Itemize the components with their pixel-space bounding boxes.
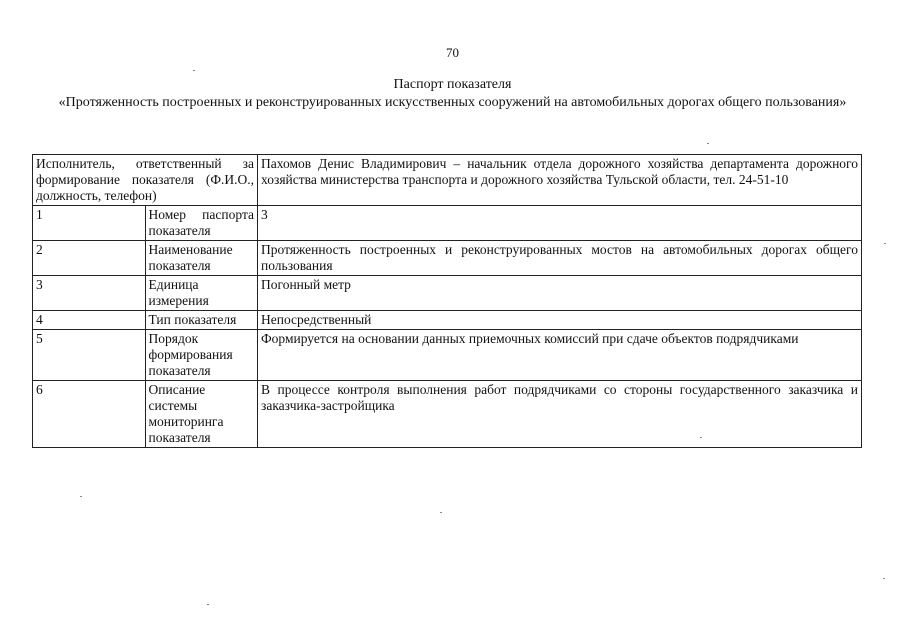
row-label: Тип показателя <box>145 311 258 330</box>
row-label: Наименование показателя <box>145 241 258 276</box>
row-number: 2 <box>33 241 146 276</box>
row-value: Непосредственный <box>258 311 862 330</box>
row-number: 4 <box>33 311 146 330</box>
document-subtitle: «Протяженность построенных и реконструированных искусственных сооружений на автомобильных дорогах общего пользования» <box>58 95 847 110</box>
row-number: 1 <box>33 206 146 241</box>
scan-speck <box>700 437 702 438</box>
row-label: Номер паспорта показателя <box>145 206 258 241</box>
scan-speck <box>207 604 209 605</box>
row-label: Порядок формирования показателя <box>145 330 258 381</box>
executor-label: Исполнитель, ответственный за формирование показателя (Ф.И.О., должность, телефон) <box>33 155 258 206</box>
table-row <box>33 206 862 241</box>
document-title-block <box>40 76 865 112</box>
row-value: В процессе контроля выполнения работ подрядчиками со стороны государственного заказчика и заказчика-застройщика <box>258 381 862 448</box>
row-label: Единица измерения <box>145 276 258 311</box>
row-value: Формируется на основании данных приемочных комиссий при сдаче объектов подрядчиками <box>258 330 862 381</box>
page-number: 70 <box>446 45 459 60</box>
scan-speck <box>440 512 442 513</box>
table-row <box>33 330 862 381</box>
executor-row <box>33 155 862 206</box>
row-number: 6 <box>33 381 146 448</box>
document-title: Паспорт показателя <box>393 77 512 92</box>
scan-speck <box>884 243 886 244</box>
row-number: 3 <box>33 276 146 311</box>
row-value: Погонный метр <box>258 276 862 311</box>
scan-speck <box>707 143 709 144</box>
indicator-passport-table <box>32 154 862 448</box>
table-row <box>33 311 862 330</box>
table-row <box>33 276 862 311</box>
row-number: 5 <box>33 330 146 381</box>
table-row <box>33 381 862 448</box>
table-row <box>33 241 862 276</box>
row-label: Описание системы мониторинга показателя <box>145 381 258 448</box>
scan-speck <box>883 578 885 579</box>
executor-value: Пахомов Денис Владимирович – начальник отдела дорожного хозяйства департамента дорожного хозяйства министерства транспорта и дорожного хозяйства Тульской области, тел. 24-51-10 <box>258 155 862 206</box>
scan-speck <box>193 70 195 71</box>
row-value: Протяженность построенных и реконструированных мостов на автомобильных дорогах общего пользования <box>258 241 862 276</box>
row-value: 3 <box>258 206 862 241</box>
scan-speck <box>80 496 82 497</box>
